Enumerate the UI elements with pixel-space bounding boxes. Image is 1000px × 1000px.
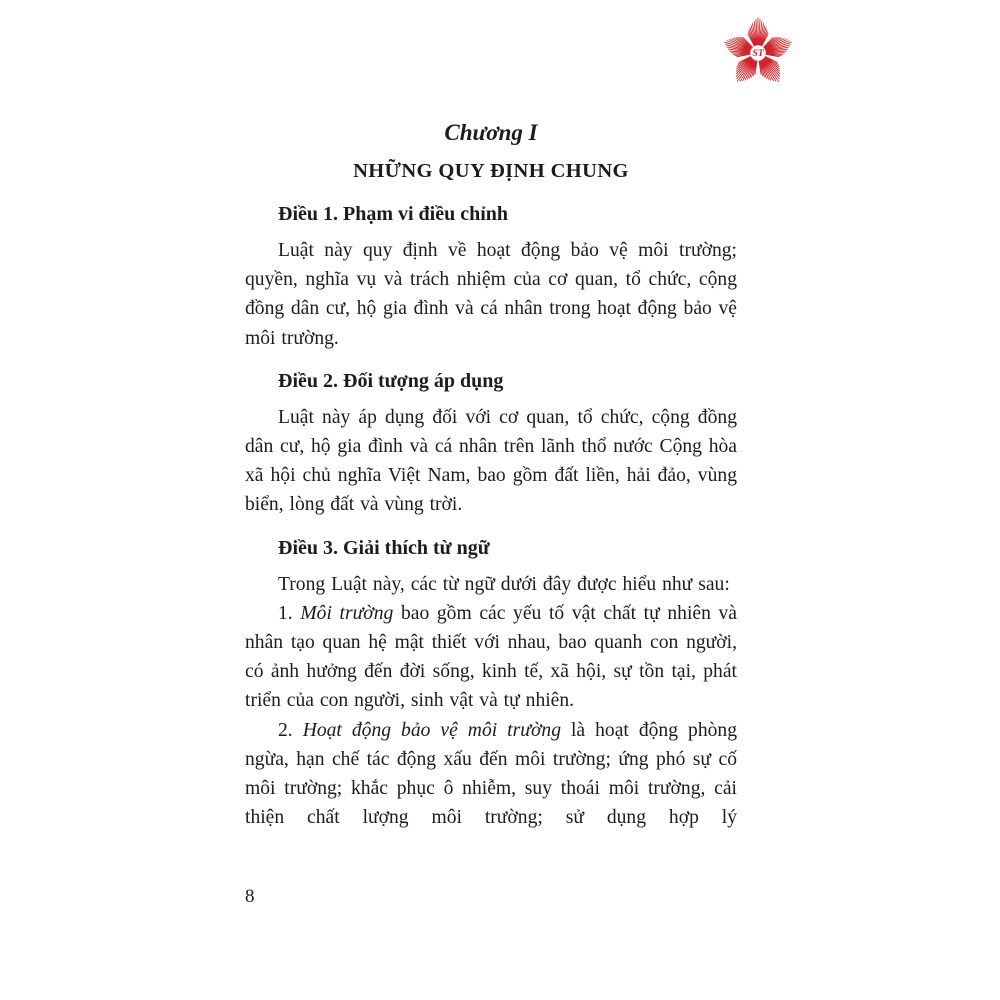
chapter-title: NHỮNG QUY ĐỊNH CHUNG <box>353 160 629 182</box>
logo-letters: ST <box>752 47 764 59</box>
article-2-heading: Điều 2. Đối tượng áp dụng <box>278 369 504 392</box>
article-1-paragraph: Luật này quy định về hoạt động bảo vệ môi trường; quyền, nghĩa vụ và trách nhiệm của cơ quan, tổ chức, cộng đồng dân cư, hộ gia đình và cá nhân trong hoạt động bảo vệ môi trường. <box>245 240 737 349</box>
definition-2-term: Hoạt động bảo vệ môi trường <box>302 719 561 741</box>
definition-2-text: là hoạt động phòng ngừa, hạn chế tác động xấu đến môi trường; ứng phó sự cố môi trường; khắc phục ô nhiễm, suy thoái môi trường, cải thiện chất lượng môi trường; sử dụng hợp lý <box>245 719 738 829</box>
article-2-paragraph: Luật này áp dụng đối với cơ quan, tổ chức, cộng đồng dân cư, hộ gia đình và cá nhân trên lãnh thổ nước Cộng hòa xã hội chủ nghĩa Việt Nam, bao gồm đất liền, hải đảo, vùng biển, lòng đất và vùng trời. <box>245 406 737 516</box>
article-1-heading: Điều 1. Phạm vi điều chỉnh <box>278 203 509 225</box>
text-block <box>245 118 737 832</box>
article-3-intro-paragraph: Trong Luật này, các từ ngữ dưới đây được hiểu như sau: <box>278 573 730 595</box>
publisher-star-logo-icon <box>719 14 797 92</box>
definition-1-text: bao gồm các yếu tố vật chất tự nhiên và nhân tạo quan hệ mật thiết với nhau, bao quanh con người, có ảnh hưởng đến đời sống, kinh tế, xã hội, sự tồn tại, phát triển của con người, sinh vật và tự nhiên. <box>245 602 737 712</box>
definition-2-paragraph <box>245 716 737 833</box>
definition-1-paragraph <box>245 599 737 716</box>
definition-2-number: 2. <box>278 719 303 741</box>
chapter-label: Chương I <box>444 120 538 145</box>
article-3-heading: Điều 3. Giải thích từ ngữ <box>278 536 490 559</box>
definition-1-term: Môi trường <box>300 602 394 624</box>
definition-1-number: 1. <box>278 602 301 624</box>
page-number: 8 <box>245 886 255 907</box>
